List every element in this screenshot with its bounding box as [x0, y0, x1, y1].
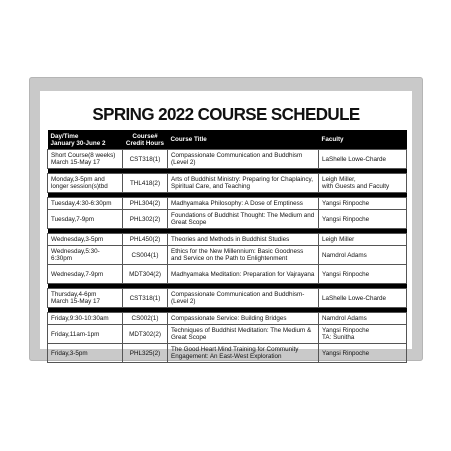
cell-code: CS002(1) — [123, 313, 168, 325]
table-row — [48, 210, 407, 229]
table-row — [48, 246, 407, 265]
cell-faculty: Yangsi Rinpoche — [319, 198, 407, 210]
cell-course: The Good Heart Mind Training for Community Engagement: An East-West Exploration — [168, 344, 319, 363]
table-row — [48, 150, 407, 169]
cell-faculty: Namdrol Adams — [319, 313, 407, 325]
cell-faculty: Yangsi Rinpoche — [319, 210, 407, 229]
cell-faculty: Leigh Miller — [319, 234, 407, 246]
cell-day: Friday,11am-1pm — [48, 325, 123, 344]
cell-course: Madhyamaka Philosophy: A Dose of Emptiness — [168, 198, 319, 210]
cell-day: Friday,3-5pm — [48, 344, 123, 363]
cell-course: Compassionate Communication and Buddhism (Level 2) — [168, 150, 319, 169]
cell-code: PHL302(2) — [123, 210, 168, 229]
header-day-time — [48, 130, 123, 150]
cell-code: CS004(1) — [123, 246, 168, 265]
table-row — [48, 265, 407, 284]
table-row — [48, 234, 407, 246]
table-row — [48, 198, 407, 210]
header-faculty: Faculty — [319, 130, 407, 150]
cell-faculty: Yangsi Rinpoche — [319, 344, 407, 363]
cell-course: Madhyamaka Meditation: Preparation for Vajrayana — [168, 265, 319, 284]
cell-course: Compassionate Communication and Buddhism- (Level 2) — [168, 289, 319, 308]
cell-day: Short Course(8 weeks) March 15-May 17 — [48, 150, 123, 169]
cell-day: Monday,3-5pm and longer session(s)tbd — [48, 174, 123, 193]
cell-code: PHL450(2) — [123, 234, 168, 246]
cell-course: Ethics for the New Millennium: Basic Goodness and Service on the Path to Enlightenment — [168, 246, 319, 265]
table-row — [48, 174, 407, 193]
header-day-time-line2: January 30-June 2 — [50, 139, 106, 147]
cell-day: Tuesday,4:30-6:30pm — [48, 198, 123, 210]
cell-code: THL418(2) — [123, 174, 168, 193]
cell-day: Friday,9:30-10:30am — [48, 313, 123, 325]
cell-faculty: Yangsi Rinpoche — [319, 265, 407, 284]
cell-faculty: LaShelle Lowe-Charde — [319, 289, 407, 308]
cell-code: MDT302(2) — [123, 325, 168, 344]
header-course-line1: Course# — [132, 132, 158, 140]
cell-day: Thursday,4-6pm March 15-May 17 — [48, 289, 123, 308]
cell-course: Techniques of Buddhist Meditation: The Medium & Great Scope — [168, 325, 319, 344]
schedule-table — [47, 130, 407, 363]
cell-course: Arts of Buddhist Ministry: Preparing for Chaplaincy, Spiritual Care, and Teaching — [168, 174, 319, 193]
page-title: SPRING 2022 COURSE SCHEDULE — [92, 104, 360, 125]
cell-day: Tuesday,7-9pm — [48, 210, 123, 229]
cell-day: Wednesday,7-9pm — [48, 265, 123, 284]
table-header-row — [48, 130, 407, 150]
cell-code: PHL325(2) — [123, 344, 168, 363]
cell-faculty: Leigh Miller, with Guests and Faculty — [319, 174, 407, 193]
cell-code: CST318(1) — [123, 150, 168, 169]
table-row — [48, 344, 407, 363]
cell-course: Foundations of Buddhist Thought: The Medium and Great Scope — [168, 210, 319, 229]
cell-course: Compassionate Service: Building Bridges — [168, 313, 319, 325]
table-row — [48, 289, 407, 308]
table-row — [48, 325, 407, 344]
table-row — [48, 313, 407, 325]
header-day-time-line1: Day/Time — [50, 132, 79, 140]
display-screen — [40, 91, 412, 360]
cell-faculty: Yangsi Rinpoche TA: Sunitha — [319, 325, 407, 344]
cell-code: PHL304(2) — [123, 198, 168, 210]
header-course-title: Course Title — [168, 130, 319, 150]
cell-day: Wednesday,3-5pm — [48, 234, 123, 246]
cell-day: Wednesday,5:30-6:30pm — [48, 246, 123, 265]
cell-code: CST318(1) — [123, 289, 168, 308]
header-course — [123, 130, 168, 150]
cell-faculty: Namdrol Adams — [319, 246, 407, 265]
cell-code: MDT304(2) — [123, 265, 168, 284]
cell-course: Theories and Methods in Buddhist Studies — [168, 234, 319, 246]
cell-faculty: LaShelle Lowe-Charde — [319, 150, 407, 169]
header-course-line2: Credit Hours — [125, 139, 165, 147]
